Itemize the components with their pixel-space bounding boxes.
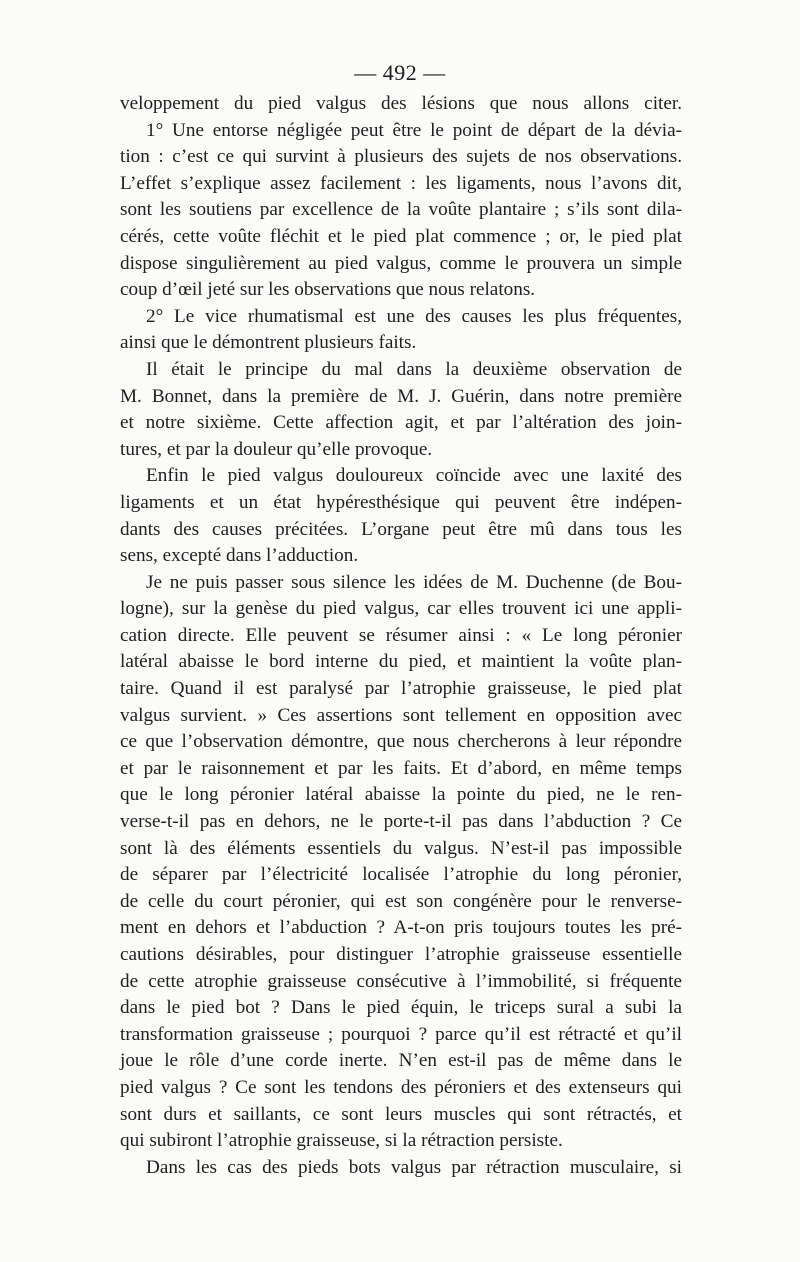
- text-line: ligaments et un état hypéresthésique qui peuvent être indépen-: [120, 491, 682, 513]
- text-line: de séparer par l’électricité localisée l’atrophie du long péronier,: [120, 864, 682, 886]
- text-line: qui subiront l’atrophie graisseuse, si la rétraction persiste.: [120, 1130, 563, 1152]
- paragraph-3: [120, 357, 682, 463]
- text-line: que le long péronier latéral abaisse la pointe du pied, ne le ren-: [120, 784, 682, 806]
- text-line: Il était le principe du mal dans la deuxième observation de: [146, 358, 682, 380]
- text-line: Enfin le pied valgus douloureux coïncide avec une laxité des: [146, 465, 682, 487]
- paragraph-6: [120, 1155, 682, 1182]
- text-line: 1° Une entorse négligée peut être le point de départ de la dévia-: [146, 119, 682, 141]
- text-line: valgus survient. » Ces assertions sont tellement en opposition avec: [120, 704, 682, 726]
- text-line: coup d’œil jeté sur les observations que nous relatons.: [120, 279, 536, 301]
- body-text: [120, 91, 682, 1181]
- text-line: et notre sixième. Cette affection agit, et par l’altération des join-: [120, 412, 682, 434]
- text-line: logne), sur la genèse du pied valgus, car elles trouvent ici une appli-: [120, 598, 682, 620]
- text-line: Je ne puis passer sous silence les idées de M. Duchenne (de Bou-: [146, 571, 682, 593]
- paragraph-4: [120, 463, 682, 569]
- text-line: Dans les cas des pieds bots valgus par rétraction musculaire, si: [146, 1156, 682, 1178]
- text-line: cautions désirables, pour distinguer l’atrophie graisseuse essentielle: [120, 944, 682, 965]
- text-line: tion : c’est ce qui survint à plusieurs des sujets de nos observations.: [120, 146, 682, 168]
- text-line: 2° Le vice rhumatismal est une des causes les plus fréquentes,: [146, 305, 682, 327]
- text-line: transformation graisseuse ; pourquoi ? parce qu’il est rétracté et qu’il: [120, 1023, 682, 1045]
- page-number: — 492 —: [354, 60, 446, 85]
- text-line: de cette atrophie graisseuse consécutive à l’immobilité, si fréquente: [120, 970, 682, 992]
- text-line: veloppement du pied valgus des lésions que nous allons citer.: [120, 93, 682, 114]
- text-line: latéral abaisse le bord interne du pied, et maintient la voûte plan-: [120, 651, 682, 673]
- paragraph-1: [120, 118, 682, 304]
- text-line: verse-t-il pas en dehors, ne le porte-t-il pas dans l’abduction ? Ce: [120, 811, 682, 833]
- paragraph-2: [120, 304, 682, 357]
- text-line: dans le pied bot ? Dans le pied équin, le triceps sural a subi la: [120, 997, 682, 1019]
- text-line: M. Bonnet, dans la première de M. J. Guérin, dans notre première: [120, 385, 682, 407]
- text-line: sont là des éléments essentiels du valgus. N’est-il pas impossible: [120, 837, 682, 859]
- text-line: L’effet s’explique assez facilement : les ligaments, nous l’avons dit,: [120, 172, 682, 194]
- text-line: de celle du court péronier, qui est son congénère pour le renverse-: [120, 890, 682, 912]
- paragraph-0: [120, 91, 682, 118]
- text-line: cérés, cette voûte fléchit et le pied plat commence ; or, le pied plat: [120, 225, 682, 247]
- text-line: cation directe. Elle peuvent se résumer ainsi : « Le long péronier: [120, 624, 682, 646]
- text-line: taire. Quand il est paralysé par l’atrophie graisseuse, le pied plat: [120, 678, 682, 700]
- text-line: tures, et par la douleur qu’elle provoque.: [120, 438, 433, 460]
- text-line: ainsi que le démontrent plusieurs faits.: [120, 332, 417, 354]
- text-line: ce que l’observation démontre, que nous chercherons à leur répondre: [120, 731, 682, 753]
- text-line: joue le rôle d’une corde inerte. N’en est-il pas de même dans le: [120, 1050, 682, 1072]
- text-line: et par le raisonnement et par les faits. Et d’abord, en même temps: [120, 757, 682, 779]
- text-line: sens, excepté dans l’adduction.: [120, 545, 359, 567]
- text-line: ment en dehors et l’abduction ? A-t-on pris toujours toutes les pré-: [120, 917, 682, 939]
- text-line: sont durs et saillants, ce sont leurs muscles qui sont rétractés, et: [120, 1103, 682, 1125]
- paragraph-5: [120, 570, 682, 1155]
- text-line: sont les soutiens par excellence de la voûte plantaire ; s’ils sont dila-: [120, 199, 682, 221]
- text-line: dispose singulièrement au pied valgus, comme le prouvera un simple: [120, 252, 682, 274]
- text-line: dants des causes précitées. L’organe peut être mû dans tous les: [120, 518, 682, 540]
- text-line: pied valgus ? Ce sont les tendons des péroniers et des extenseurs qui: [120, 1076, 682, 1098]
